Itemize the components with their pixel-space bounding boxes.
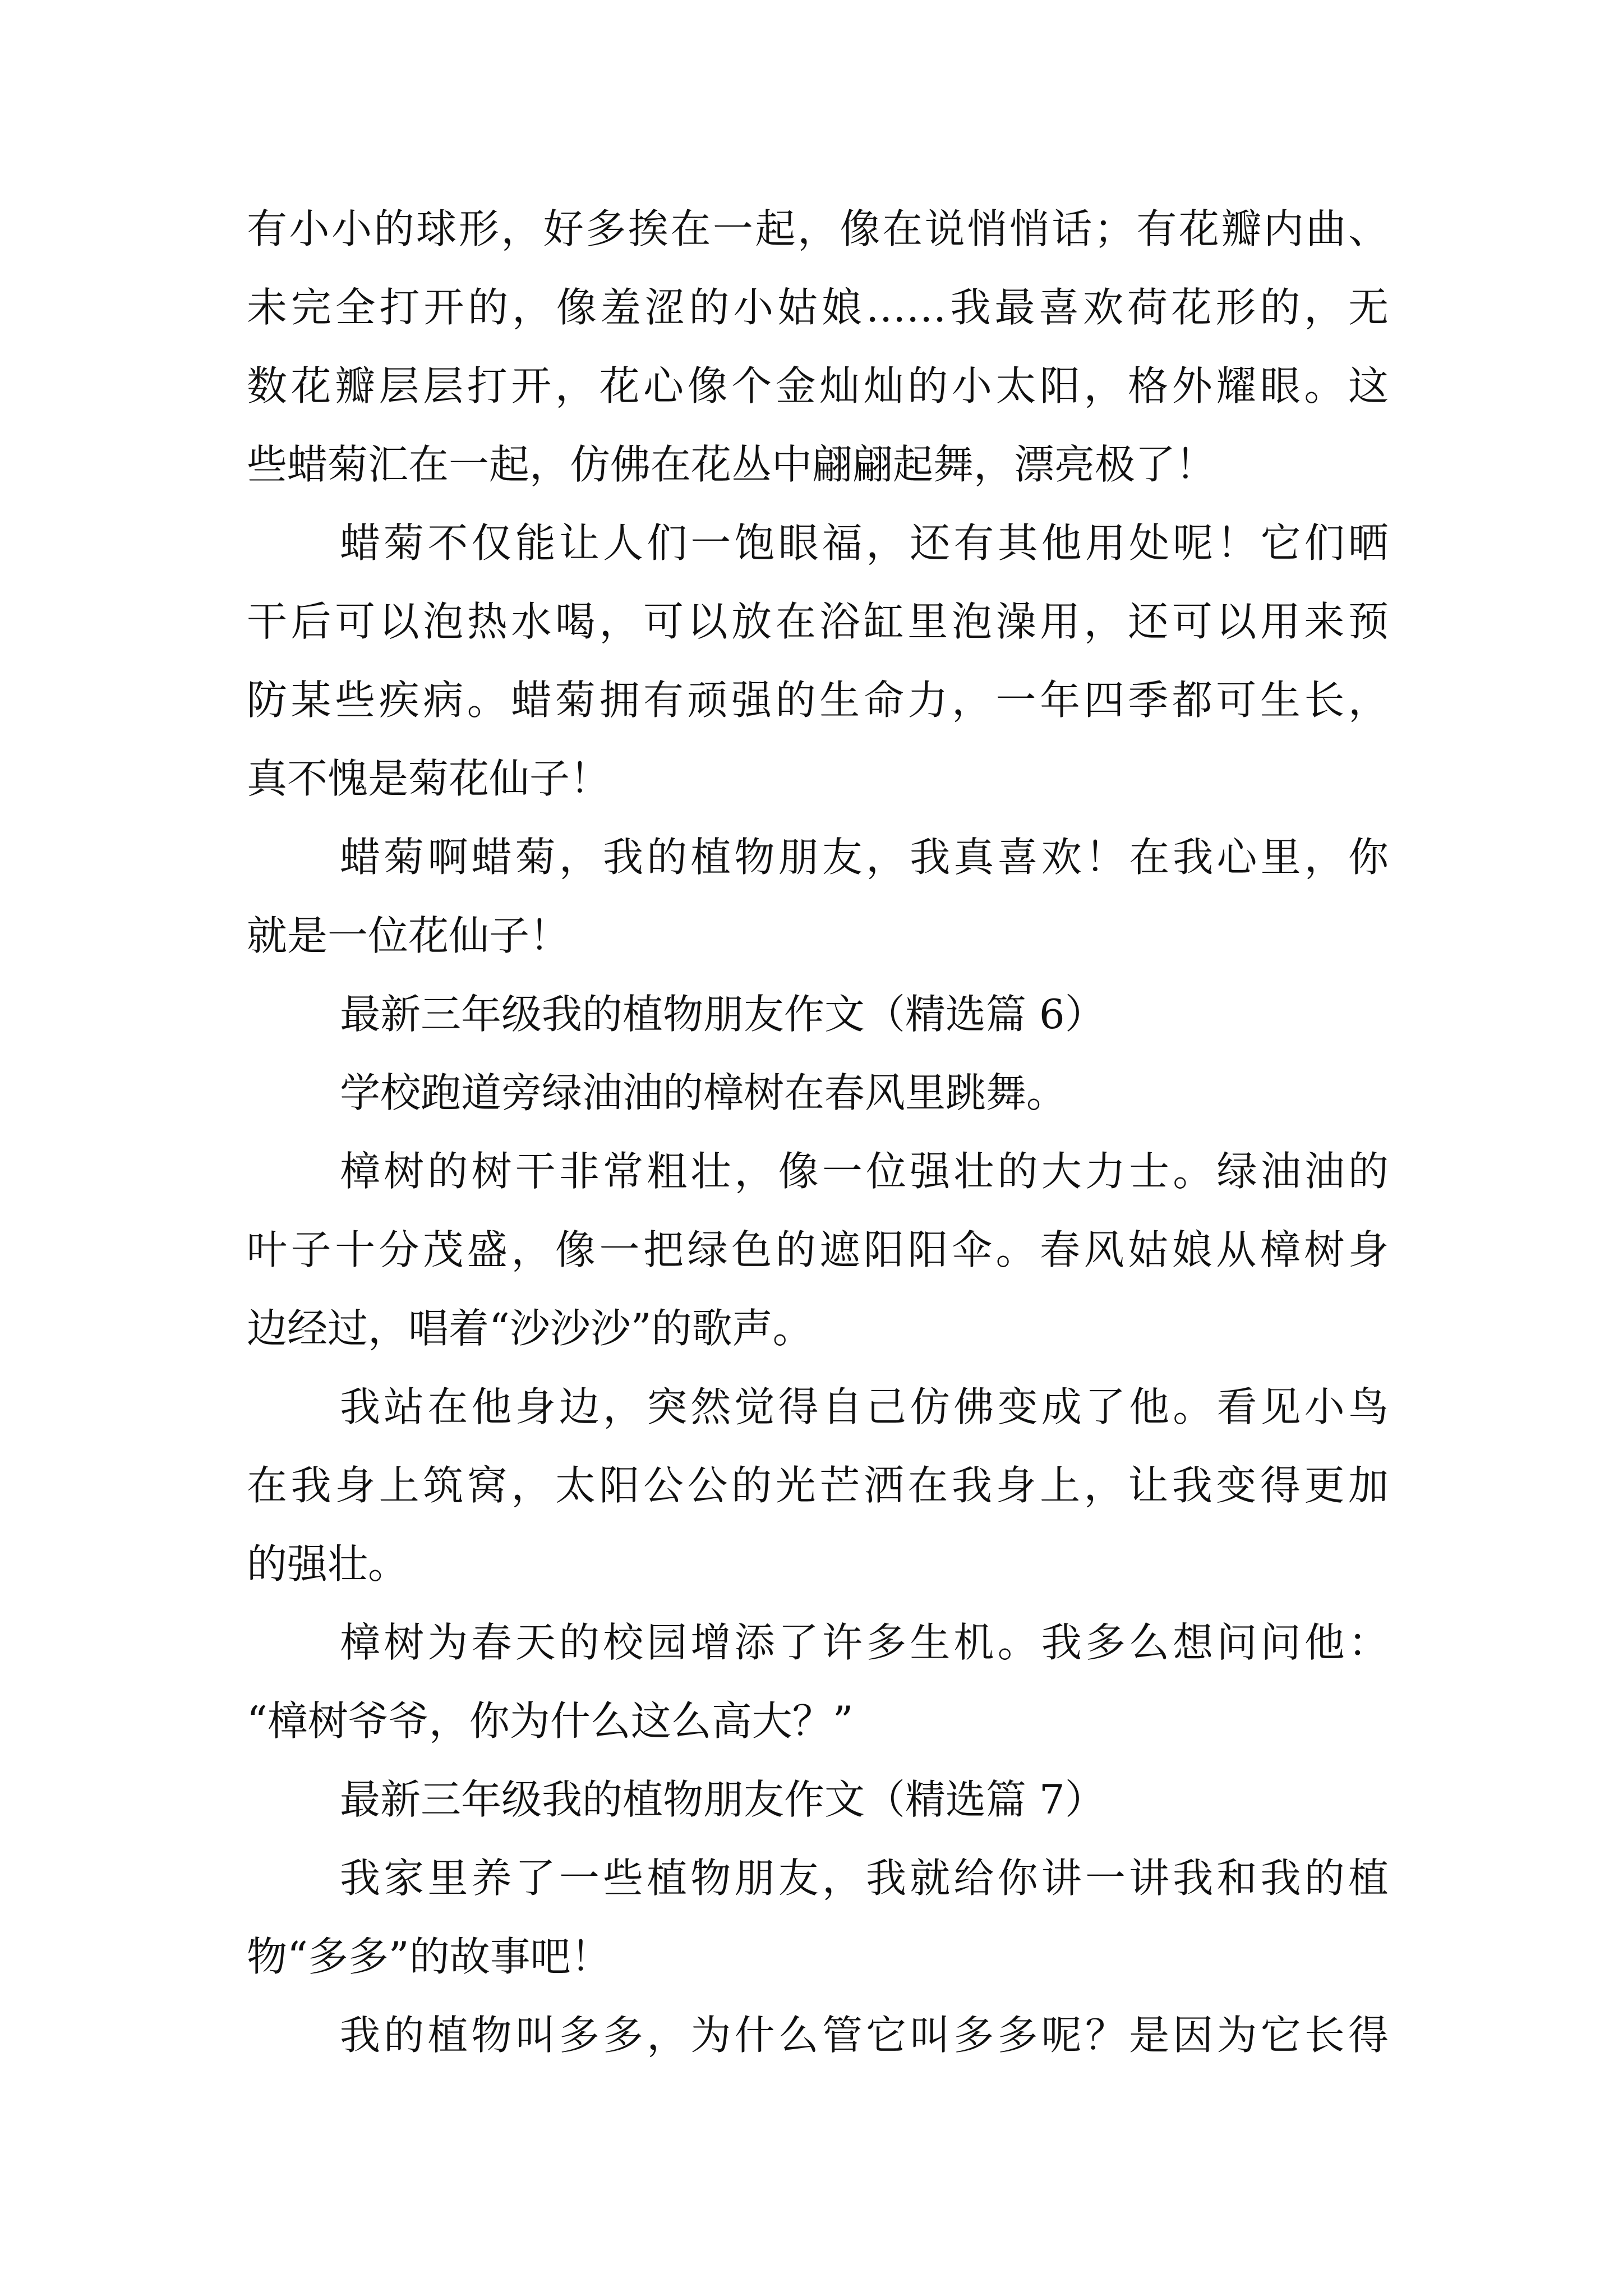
text-line: 叶子十分茂盛，像一把绿色的遮阳阳伞。春风姑娘从樟树身 [247,1226,1389,1273]
paragraph-start-line: 学校跑道旁绿油油的樟树在春风里跳舞。 [340,1069,1067,1116]
text-line: 数花瓣层层打开，花心像个金灿灿的小太阳，格外耀眼。这 [247,362,1389,409]
paragraph-start-line: 蜡菊不仅能让人们一饱眼福，还有其他用处呢！它们晒 [340,519,1389,567]
text-line: 的强壮。 [247,1540,409,1588]
paragraph-start-line: 我站在他身边，突然觉得自己仿佛变成了他。看见小鸟 [340,1383,1389,1430]
paragraph-start-line: 樟树的树干非常粗壮，像一位强壮的大力士。绿油油的 [340,1148,1389,1195]
text-line: “樟树爷爷，你为什么这么高大？” [247,1697,854,1745]
text-line: 些蜡菊汇在一起，仿佛在花丛中翩翩起舞，漂亮极了！ [247,441,1216,488]
text-line: 未完全打开的，像羞涩的小姑娘……我最喜欢荷花形的，无 [247,284,1389,331]
paragraph-start-line: 我的植物叫多多，为什么管它叫多多呢？是因为它长得 [340,2012,1389,2059]
paragraph-start-line: 樟树为春天的校园增添了许多生机。我多么想问问他： [340,1619,1389,1666]
text-line: 防某些疾病。蜡菊拥有顽强的生命力，一年四季都可生长， [247,677,1389,724]
text-line: 边经过，唱着“沙沙沙”的歌声。 [247,1305,813,1352]
section-heading: 最新三年级我的植物朋友作文（精选篇 7） [340,1776,1105,1823]
text-line: 物“多多”的故事吧！ [247,1933,611,1980]
section-heading: 最新三年级我的植物朋友作文（精选篇 6） [340,991,1105,1038]
text-line: 就是一位花仙子！ [247,912,570,959]
paragraph-start-line: 我家里养了一些植物朋友，我就给你讲一讲我和我的植 [340,1855,1389,1902]
text-line: 在我身上筑窝，太阳公公的光芒洒在我身上，让我变得更加 [247,1462,1389,1509]
paragraph-start-line: 蜡菊啊蜡菊，我的植物朋友，我真喜欢！在我心里，你 [340,834,1389,881]
text-line: 有小小的球形，好多挨在一起，像在说悄悄话；有花瓣内曲、 [247,205,1389,252]
text-line: 干后可以泡热水喝，可以放在浴缸里泡澡用，还可以用来预 [247,598,1389,645]
text-line: 真不愧是菊花仙子！ [247,755,611,802]
